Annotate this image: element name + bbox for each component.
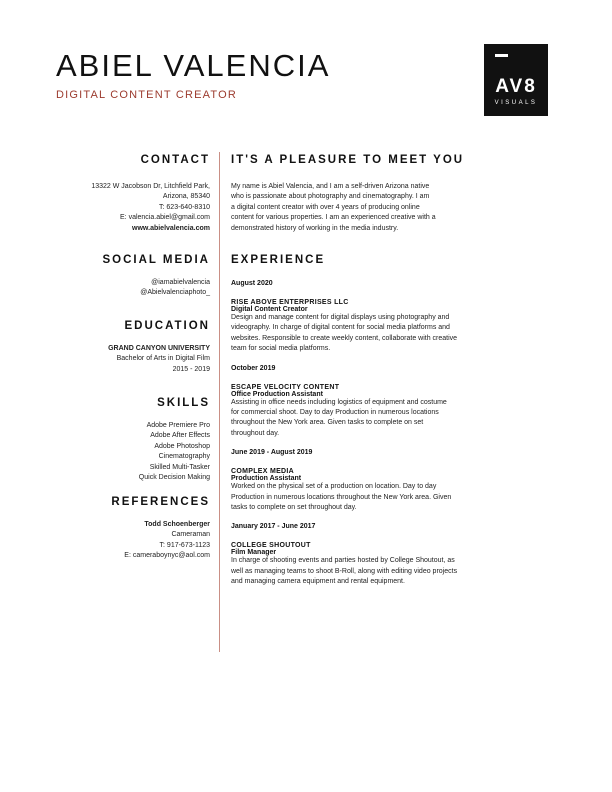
intro-line: My name is Abiel Valencia, and I am a self-driven Arizona native xyxy=(231,183,430,190)
experience-desc-line: throughout day. xyxy=(231,429,280,437)
experience-desc-line: and managing camera equipment and rental equipment. xyxy=(231,578,405,586)
experience-company: COLLEGE SHOUTOUT xyxy=(231,542,311,550)
references-heading: REFERENCES xyxy=(111,496,210,508)
experience-entry xyxy=(231,280,491,355)
contact-address-line1: 13322 W Jacobson Dr, Litchfield Park, xyxy=(91,183,210,190)
candidate-name: ABIEL VALENCIA xyxy=(56,48,331,83)
experience-desc-line: Assisting in office needs including logistics of equipment and costume xyxy=(231,398,447,406)
skill-item: Adobe After Effects xyxy=(150,432,210,440)
experience-date: October 2019 xyxy=(231,364,276,372)
experience-date: January 2017 - June 2017 xyxy=(231,523,316,531)
experience-company: COMPLEX MEDIA xyxy=(231,468,295,476)
education-years: 2015 - 2019 xyxy=(172,365,210,373)
skill-item: Cinematography xyxy=(158,453,210,461)
candidate-role: DIGITAL CONTENT CREATOR xyxy=(56,89,238,101)
experience-desc-line: Worked on the physical set of a production on location. Day to day xyxy=(231,483,437,491)
skill-item: Adobe Premiere Pro xyxy=(146,422,210,429)
experience-position: Office Production Assistant xyxy=(231,390,323,398)
contact-email[interactable]: E: valencia.abiel@gmail.com xyxy=(120,214,210,222)
social-handle-photo: @Abielvalenciaphoto_ xyxy=(140,289,210,297)
contact-section xyxy=(60,154,210,234)
av8-visuals-logo xyxy=(484,44,548,116)
social-handle-instagram: @iamabielvalencia xyxy=(151,279,210,286)
contact-phone: T: 623-640-8310 xyxy=(159,203,210,211)
reference-phone: T: 917-673-1123 xyxy=(159,541,210,549)
experience-position: Production Assistant xyxy=(231,475,302,483)
experience-desc-line: team for social media platforms. xyxy=(231,345,331,353)
experience-entry xyxy=(231,365,491,440)
intro-heading: IT'S A PLEASURE TO MEET YOU xyxy=(231,154,465,166)
contact-address-line2: Arizona, 85340 xyxy=(162,193,210,201)
experience-company: ESCAPE VELOCITY CONTENT xyxy=(231,383,340,391)
intro-line: a digital content creator with over 4 years of producing online xyxy=(231,203,420,211)
logo-subtitle: VISUALS xyxy=(494,100,538,106)
reference-name: Todd Schoenberger xyxy=(144,521,210,528)
contact-heading: CONTACT xyxy=(140,154,210,166)
reference-title: Cameraman xyxy=(171,531,210,539)
education-school: GRAND CANYON UNIVERSITY xyxy=(108,345,210,352)
experience-position: Digital Content Creator xyxy=(231,306,308,313)
experience-desc-line: tasks to complete on set throughout day. xyxy=(231,504,357,512)
contact-website-link[interactable]: www.abielvalencia.com xyxy=(132,224,210,232)
experience-desc-line: well as managing teams to shoot B-Roll, along with editing video projects xyxy=(231,567,458,575)
skill-item: Adobe Photoshop xyxy=(154,442,210,450)
intro-section xyxy=(231,154,491,234)
experience-company: RISE ABOVE ENTERPRISES LLC xyxy=(231,299,349,306)
education-section xyxy=(60,320,210,375)
experience-entry xyxy=(231,449,491,513)
experience-desc-line: for commercial shoot. Day to day Production in numerous locations xyxy=(231,409,439,417)
logo-bar xyxy=(495,54,508,57)
references-section xyxy=(60,496,210,562)
experience-date: June 2019 - August 2019 xyxy=(231,449,313,457)
intro-line: content for various properties. I am an experienced creative with a xyxy=(231,214,436,222)
social-heading: SOCIAL MEDIA xyxy=(102,254,210,266)
skills-heading: SKILLS xyxy=(157,397,210,409)
experience-date: August 2020 xyxy=(231,280,273,287)
reference-email[interactable]: E: camerabоynyc@aol.com xyxy=(124,552,210,560)
experience-position: Film Manager xyxy=(231,549,277,557)
skill-item: Quick Decision Making xyxy=(138,474,210,482)
experience-desc-line: Design and manage content for digital displays using photography and xyxy=(231,314,450,321)
skills-section xyxy=(60,397,210,483)
experience-section xyxy=(231,254,491,598)
education-degree: Bachelor of Arts in Digital Film xyxy=(116,355,210,363)
education-heading: EDUCATION xyxy=(124,320,210,332)
experience-heading: EXPERIENCE xyxy=(231,254,326,266)
experience-desc-line: websites. Responsible to create weekly content, collaborate with creative xyxy=(231,334,458,342)
column-divider xyxy=(219,152,220,652)
social-section xyxy=(60,254,210,299)
skill-item: Skilled Multi-Tasker xyxy=(149,463,210,471)
experience-entry xyxy=(231,523,491,587)
intro-line: demonstrated history of working in the media industry. xyxy=(231,224,399,232)
logo-mark: AV8 xyxy=(495,76,537,97)
experience-desc-line: Production in numerous locations throughout the New York area. Given xyxy=(231,493,452,501)
intro-line: who is passionate about photography and cinematography. I am xyxy=(231,193,430,201)
experience-desc-line: In charge of shooting events and parties hosted by College Shoutout, as xyxy=(231,557,455,565)
experience-desc-line: throughout the New York area. Given tasks to complete on set xyxy=(231,419,424,427)
experience-desc-line: videography. In charge of digital content for social media platforms and xyxy=(231,324,450,332)
